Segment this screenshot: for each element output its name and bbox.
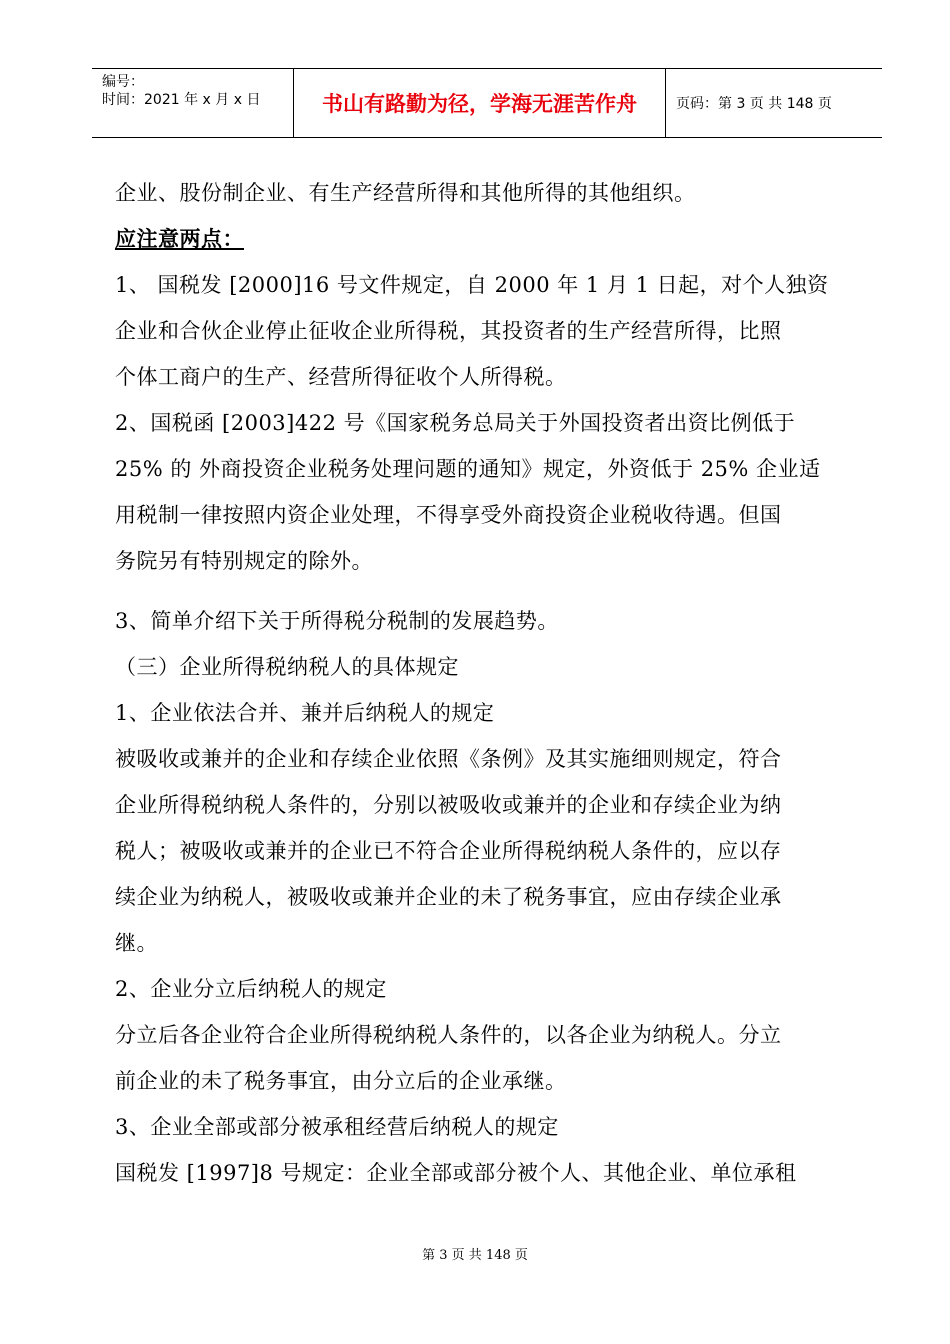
paragraph-line: 务院另有特别规定的除外。	[115, 549, 373, 573]
paragraph-line: 1、企业依法合并、兼并后纳税人的规定	[115, 701, 495, 725]
paragraph-line: 1、 国税发 [2000]16 号文件规定，自 2000 年 1 月 1 日起，对个人独资	[115, 273, 829, 297]
paragraph-line: 3、企业全部或部分被承租经营后纳税人的规定	[115, 1115, 559, 1139]
page-header	[92, 68, 882, 138]
paragraph-line: 3、简单介绍下关于所得税分税制的发展趋势。	[115, 609, 559, 633]
page-footer: 第 3 页 共 148 页	[422, 1248, 528, 1263]
paragraph-line: 2、企业分立后纳税人的规定	[115, 977, 387, 1001]
paragraph-line: 续企业为纳税人，被吸收或兼并企业的未了税务事宜，应由存续企业承	[115, 885, 782, 909]
paragraph-line: 企业所得税纳税人条件的，分别以被吸收或兼并的企业和存续企业为纳	[115, 793, 782, 817]
paragraph-line: 企业、股份制企业、有生产经营所得和其他所得的其他组织。	[115, 181, 696, 205]
time-label: 时间：2021 年 x 月 x 日	[102, 92, 261, 108]
paragraph-line: 前企业的未了税务事宜，由分立后的企业承继。	[115, 1069, 567, 1093]
paragraph-line: 被吸收或兼并的企业和存续企业依照《条例》及其实施细则规定，符合	[115, 747, 782, 771]
subsection-heading: （三）企业所得税纳税人的具体规定	[115, 655, 459, 679]
section-heading: 应注意两点：	[115, 227, 244, 251]
paragraph-line: 个体工商户的生产、经营所得征收个人所得税。	[115, 365, 567, 389]
paragraph-line: 税人；被吸收或兼并的企业已不符合企业所得税纳税人条件的，应以存	[115, 839, 782, 863]
number-label: 编号：	[102, 74, 144, 90]
paragraph-line: 用税制一律按照内资企业处理，不得享受外商投资企业税收待遇。但国	[115, 503, 782, 527]
paragraph-line: 25% 的 外商投资企业税务处理问题的通知》规定，外资低于 25% 企业适	[115, 457, 821, 481]
paragraph-line: 分立后各企业符合企业所得税纳税人条件的，以各企业为纳税人。分立	[115, 1023, 782, 1047]
paragraph-line: 继。	[115, 931, 158, 955]
header-divider	[665, 69, 666, 137]
paragraph-line: 国税发 [1997]8 号规定：企业全部或部分被个人、其他企业、单位承租	[115, 1161, 797, 1185]
header-motto: 书山有路勤为径，学海无涯苦作舟	[322, 92, 637, 116]
header-meta	[102, 73, 260, 109]
document-body	[115, 170, 860, 1196]
paragraph-line: 2、国税函 [2003]422 号《国家税务总局关于外国投资者出资比例低于	[115, 411, 796, 435]
header-page-info: 页码：第 3 页 共 148 页	[676, 96, 832, 112]
paragraph-line: 企业和合伙企业停止征收企业所得税，其投资者的生产经营所得，比照	[115, 319, 782, 343]
